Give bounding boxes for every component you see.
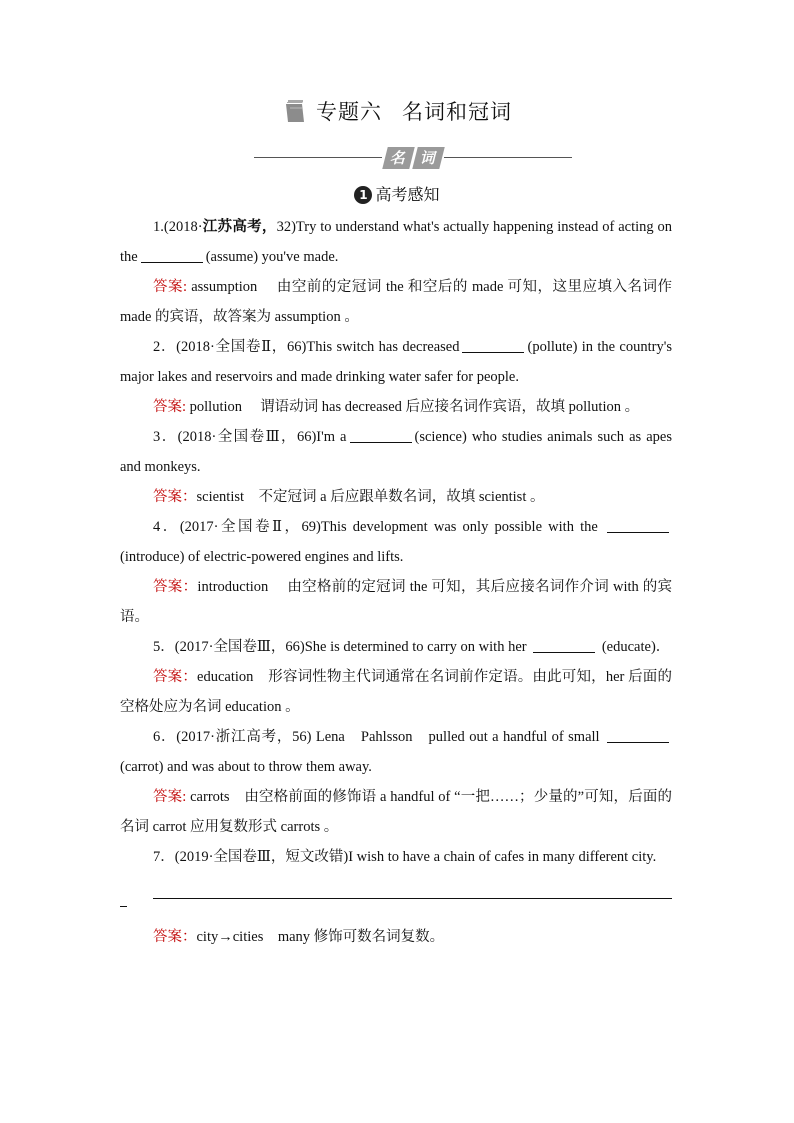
answer-label: 答案： xyxy=(153,579,198,595)
question-5: 5．(2017·全国卷Ⅲ，66)She is determined to carry on with her (educate)． xyxy=(153,639,671,655)
answer-2: 答案: pollution 谓语动词 has decreased 后应接名词作宾语，故填 pollution 。 xyxy=(153,399,640,415)
book-icon xyxy=(282,98,308,124)
correction-dash xyxy=(120,902,672,922)
answer-label: 答案： xyxy=(153,669,198,685)
answer-1: 答案: assumption 由空前的定冠词 the 和空后的 made 可知，这里应填入名词作 made 的宾语，故答案为 assumption 。 xyxy=(120,279,673,325)
page-title xyxy=(316,96,512,126)
question-6: 6．(2017·浙江高考，56) Lena Pahlsson pulled out a handful of small (carrot) and was about to throw them away. xyxy=(120,722,672,782)
section-banner xyxy=(254,147,572,169)
banner-chip xyxy=(382,147,444,169)
answer-blank xyxy=(533,638,595,653)
question-2: 2．(2018·全国卷Ⅱ，66)This switch has decreased (pollute) in the country's major lakes and reservoirs and made drinking water safer for people. xyxy=(120,339,672,385)
section-title: 高考感知 xyxy=(375,187,440,204)
correction-answer-line xyxy=(120,872,672,902)
question-1: 1.(2018·江苏高考，32)Try to understand what's actually happening instead of acting on the (assume) you've made. xyxy=(120,219,673,265)
title-part1: 专题六 xyxy=(316,100,382,124)
answer-7: 答案：city→cities many 修饰可数名词复数。 xyxy=(153,929,445,945)
banner-char-1: 名 xyxy=(382,147,414,169)
answer-label: 答案: xyxy=(153,279,188,295)
answer-blank xyxy=(350,428,412,443)
answer-blank xyxy=(462,338,524,353)
answer-5: 答案：education 形容词性物主代词通常在名词前作定语。由此可知，her 后面的空格处应为名词 education 。 xyxy=(120,669,672,715)
banner-char-2: 词 xyxy=(412,147,444,169)
exercise-list xyxy=(120,212,672,952)
question-4: 4．(2017·全国卷Ⅱ，69)This development was only possible with the (introduce) of electric-powered engines and lifts. xyxy=(120,512,672,572)
section-heading xyxy=(0,182,794,205)
answer-label: 答案： xyxy=(153,929,197,945)
question-3: 3．(2018·全国卷Ⅲ，66)I'm a (science) who studies animals such as apes and monkeys. xyxy=(120,429,673,475)
answer-6: 答案: carrots 由空格前面的修饰语 a handful of “一把……；少量的”可知，后面的名词 carrot 应用复数形式 carrots 。 xyxy=(120,789,673,835)
answer-4: 答案：introduction 由空格前的定冠词 the 可知，其后应接名词作介词 with 的宾语。 xyxy=(120,579,672,625)
title-row xyxy=(0,96,794,129)
answer-blank xyxy=(607,728,669,743)
answer-3: 答案：scientist 不定冠词 a 后应跟单数名词，故填 scientist 。 xyxy=(153,489,545,505)
answer-label: 答案: xyxy=(153,399,187,415)
section-number-badge: 1 xyxy=(354,186,372,204)
answer-label: 答案: xyxy=(153,789,187,805)
question-7: 7．(2019·全国卷Ⅲ，短文改错)I wish to have a chain of cafes in many different city. xyxy=(153,849,657,865)
banner-rule-right xyxy=(444,157,572,158)
banner-rule-left xyxy=(254,157,382,158)
answer-blank xyxy=(141,248,203,263)
answer-label: 答案： xyxy=(153,489,197,505)
title-part2: 名词和冠词 xyxy=(402,100,512,124)
answer-blank xyxy=(607,518,669,533)
